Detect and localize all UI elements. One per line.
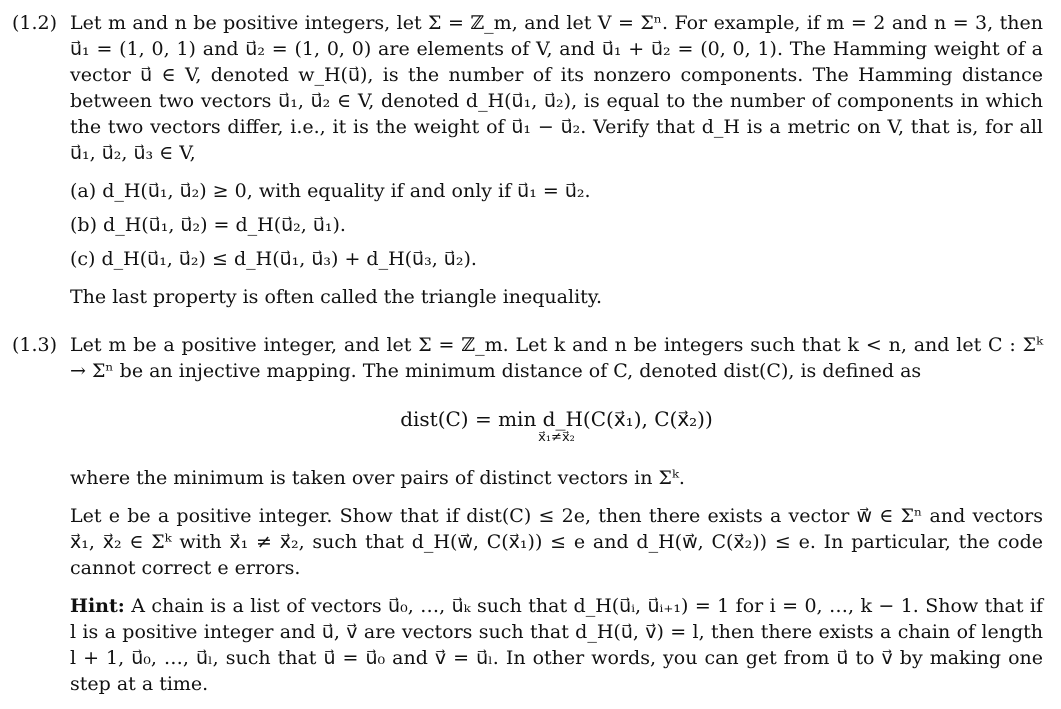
display-subscript: x⃗₁≠x⃗₂ [538, 430, 575, 445]
after-display-text: where the minimum is taken over pairs of distinct vectors in Σᵏ. [70, 467, 685, 489]
problem-1-2 [12, 10, 1043, 322]
property-b: (b) d_H(u⃗₁, u⃗₂) = d_H(u⃗₂, u⃗₁). [70, 214, 346, 236]
problem-body [70, 10, 1043, 322]
problem-number: (1.2) [12, 12, 58, 34]
property-a: (a) d_H(u⃗₁, u⃗₂) ≥ 0, with equality if and only if u⃗₁ = u⃗₂. [70, 180, 591, 202]
display-main: dist(C) = min d_H(C(x⃗₁), C(x⃗₂)) [400, 407, 713, 431]
hint-text: A chain is a list of vectors u⃗₀, …, u⃗ₖ such that d_H(u⃗ᵢ, u⃗ᵢ₊₁) = 1 for i = 0, …, k − 1. Show that if l is a positive integer and u⃗, v⃗ are vectors such that d_H(u⃗, v⃗) = l, then there exists a chain of length l + 1, u⃗₀, …, u⃗ₗ, such that u⃗ = u⃗₀ and v⃗ = u⃗ₗ. In other words, you can get from u⃗ to v⃗ by making one step at a time. [70, 595, 1043, 695]
problem-number: (1.3) [12, 334, 58, 356]
display-equation [70, 404, 1043, 445]
property-list [70, 178, 1043, 272]
problem-1-3 [12, 332, 1043, 709]
hint-paragraph [70, 593, 1043, 697]
second-paragraph: Let e be a positive integer. Show that if dist(C) ≤ 2e, then there exists a vector w⃗ ∈ Σⁿ and vectors x⃗₁, x⃗₂ ∈ Σᵏ with x⃗₁ ≠ x⃗₂, such that d_H(w⃗, C(x⃗₁)) ≤ e and d_H(w⃗, C(x⃗₂)) ≤ e. In particular, the code cannot correct e errors. [70, 505, 1043, 579]
problem-body [70, 332, 1043, 709]
problem-intro: Let m be a positive integer, and let Σ = ℤ_m. Let k and n be integers such that k < n, and let C : Σᵏ → Σⁿ be an injective mapping. The minimum distance of C, denoted dist(C), is defined as [70, 334, 1043, 382]
problem-intro: Let m and n be positive integers, let Σ = ℤ_m, and let V = Σⁿ. For example, if m = 2 and n = 3, then u⃗₁ = (1, 0, 1) and u⃗₂ = (1, 0, 0) are elements of V, and u⃗₁ + u⃗₂ = (0, 0, 1). The Hamming weight of a vector u⃗ ∈ V, denoted w_H(u⃗), is the number of its nonzero components. The Hamming distance between two vectors u⃗₁, u⃗₂ ∈ V, denoted d_H(u⃗₁, u⃗₂), is equal to the number of components in which the two vectors differ, i.e., it is the weight of u⃗₁ − u⃗₂. Verify that d_H is a metric on V, that is, for all u⃗₁, u⃗₂, u⃗₃ ∈ V, [70, 12, 1043, 164]
hint-label: Hint: [70, 595, 125, 617]
property-c: (c) d_H(u⃗₁, u⃗₂) ≤ d_H(u⃗₁, u⃗₃) + d_H(u⃗₃, u⃗₂). [70, 248, 477, 270]
problem-spacer [12, 322, 1043, 332]
closing-text: The last property is often called the triangle inequality. [70, 286, 603, 308]
